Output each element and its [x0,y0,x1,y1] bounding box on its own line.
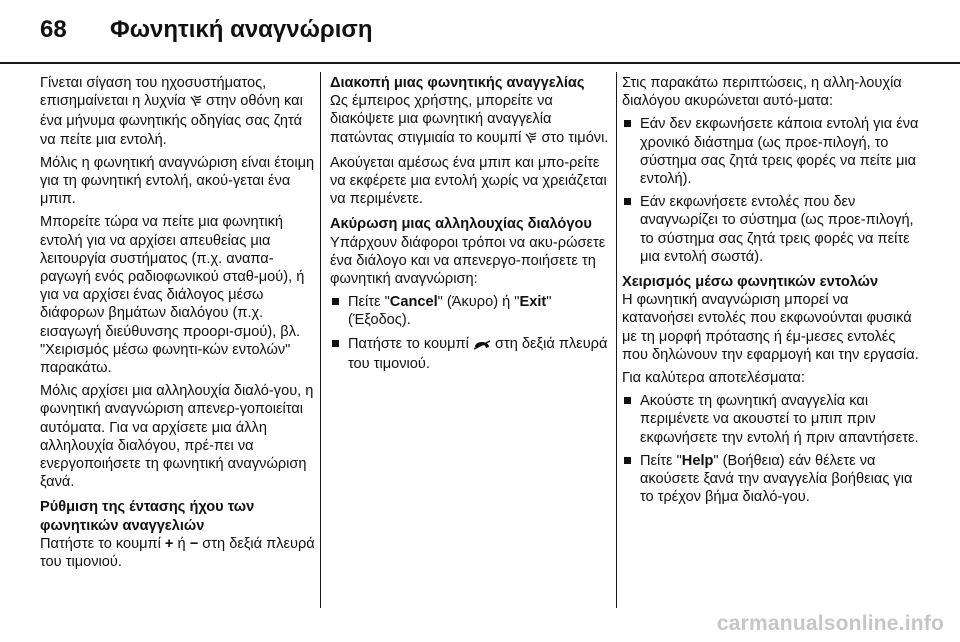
minus-symbol: − [189,535,199,552]
section-heading: Χειρισμός μέσω φωνητικών εντολών [622,274,879,291]
page-title: Φωνητική αναγνώριση [110,16,373,43]
text: στην οθόνη και ένα μήνυμα φωνητικής οδηγίας σας ζητά να πείτε μια εντολή. [40,93,303,148]
list-item: Ακούστε τη φωνητική αναγγελία και περιμένετε να ακουστεί το μπιπ πριν εκφωνήσετε την εντολή ή πριν απαντήσετε. [622,392,922,447]
page-number: 68 [40,16,67,43]
command-cancel: Cancel [389,294,438,311]
text: Πείτε " [640,452,682,469]
paragraph [40,535,316,571]
paragraph: Υπάρχουν διάφοροι τρόποι να ακυ-ρώσετε ένα διάλογο και να απενεργο-ποιήσετε τη φωνητική αναγνώριση: [330,234,606,288]
command-exit: Exit [519,294,547,311]
text: " (Άκυρο) ή " [437,294,520,311]
section-heading: Ρύθμιση της έντασης ήχου των φωνητικών αναγγελιών [40,499,255,534]
phone-hangup-icon [473,337,491,355]
text: ή [173,535,190,552]
text: Πείτε " [348,294,390,311]
text: Πατήστε το κουμπί [40,535,165,552]
paragraph [330,92,612,149]
list-item [622,452,922,507]
text: στο τιμόνι. [537,129,609,146]
bullet-list [622,115,922,266]
voice-control-icon [190,94,202,112]
column-2 [330,74,612,378]
paragraph: Μπορείτε τώρα να πείτε μια φωνητική εντολή για να αρχίσει απευθείας μια λειτουργία συστήματος (π.χ. αναπα-ραγωγή ενός ραδιοφωνικού σταθ-μού), ή για να αρχίσει ένας διάλογος μέσω διάφορων βημάτων διαλόγου (π.χ. εισαγωγή διεύθυνσης προορι-σμού), βλ. "Χειρισμός μέσω φωνητι-κών εντολών" παρακάτω. [40,214,305,377]
text: " (Έξοδος). [348,294,552,329]
paragraph [40,74,316,149]
list-item: Εάν εκφωνήσετε εντολές που δεν αναγνωρίζει το σύστημα (ως προε-πιλογή, το σύστημα σας ζητά τρεις φορές να πείτε μια εντολή σωστά). [622,193,922,266]
column-1 [40,74,316,576]
column-divider-left [320,72,321,608]
text: Ως έμπειρος χρήστης, μπορείτε να διακόψετε μια φωνητική αναγγελία πατώντας στιγμιαία το κουμπί [330,93,553,146]
page-header [0,0,960,60]
bullet-list [330,293,612,373]
column-divider-right [616,72,617,608]
list-item [330,335,612,373]
paragraph: Για καλύτερα αποτελέσματα: [622,370,805,387]
paragraph: Μόλις αρχίσει μια αλληλουχία διαλό-γου, η φωνητική αναγνώριση απενερ-γοποιείται αυτόματα. Για να αρχίσετε μια άλλη αλληλουχία διαλόγου, πρέ-πει να ενεργοποιήσετε τη φωνητική αναγνώριση ξανά. [40,383,314,491]
watermark: carmanualsonline.info [716,612,944,635]
command-help: Help [681,452,714,469]
text: στη δεξιά πλευρά του τιμονιού. [348,335,608,372]
text: " (Βοήθεια) εάν θέλετε να ακούσετε ξανά την αναγγελία βοήθειας για το τρέχον βήμα διαλό-γου. [640,452,913,506]
section-heading: Διακοπή μιας φωνητικής αναγγελίας [330,75,585,91]
text: στη δεξιά πλευρά του τιμονιού. [40,535,315,571]
voice-control-icon [525,131,537,149]
paragraph: Ακούγεται αμέσως ένα μπιπ και μπο-ρείτε να εκφέρετε μια εντολή χωρίς να χρειάζεται να περιμένετε. [330,154,607,208]
list-item: Εάν δεν εκφωνήσετε κάποια εντολή για ένα χρονικό διάστημα (ως προε-πιλογή, το σύστημα σας ζητά τρεις φορές να πείτε μια εντολή). [622,115,922,188]
paragraph: Στις παρακάτω περιπτώσεις, η αλλη-λουχία διαλόγου ακυρώνεται αυτό-ματα: [622,75,902,110]
paragraph: Μόλις η φωνητική αναγνώριση είναι έτοιμη για τη φωνητική εντολή, ακού-γεται ένα μπιπ. [40,154,315,208]
bullet-list [622,392,922,506]
text: Γίνεται σίγαση του ηχοσυστήματος, επισημαίνεται η λυχνία [40,75,267,110]
column-3 [622,74,922,511]
plus-symbol: + [164,535,174,552]
list-item [330,293,612,329]
text: Πατήστε το κουμπί [348,335,473,352]
paragraph: Η φωνητική αναγνώριση μπορεί να κατανοήσει εντολές που εκφωνούνται φυσικά με τη μορφή πρότασης ή έμ-μεσες εντολές που δηλώνουν την εφαρμογή και την εργασία. [622,292,919,363]
header-rule [0,62,960,64]
section-heading: Ακύρωση μιας αλληλουχίας διαλόγου [330,216,592,233]
